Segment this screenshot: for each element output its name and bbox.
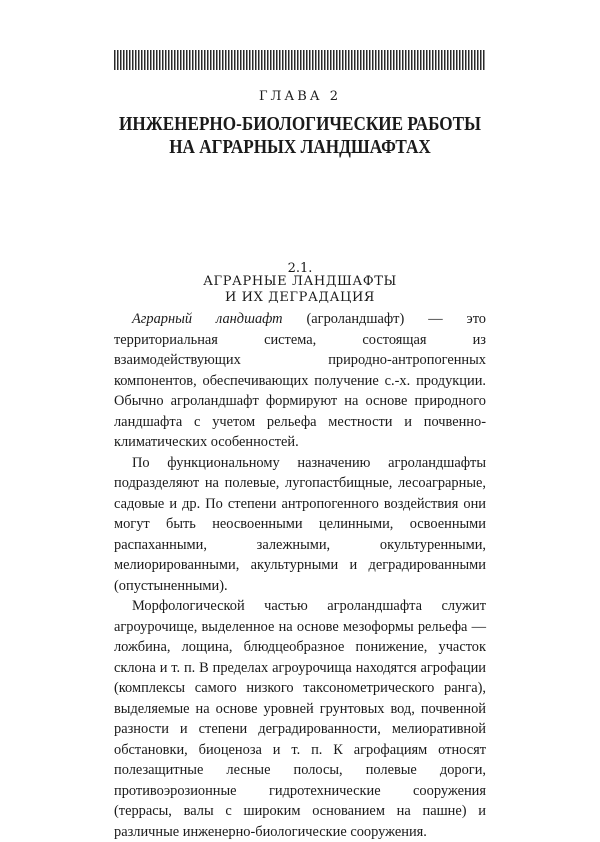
- chapter-title: [36, 113, 564, 159]
- chapter-title-line-1: ИНЖЕНЕРНО-БИОЛОГИЧЕСКИЕ РАБОТЫ: [119, 114, 481, 135]
- chapter-title-line-2: НА АГРАРНЫХ ЛАНДШАФТАХ: [169, 137, 431, 158]
- paragraph: [114, 309, 486, 453]
- chapter-header-band: [114, 50, 485, 70]
- body-text: [114, 309, 486, 842]
- chapter-label: ГЛАВА 2: [258, 89, 342, 104]
- section-title: [0, 274, 600, 306]
- paragraph: По функциональному назначению агроландшафты подразделяют на полевые, лугопастбищные, лесоаграрные, садовые и др. По степени антропогенного воздействия они могут быть неосвоенными целинными, освоенными распаханными, залежными, окультуренными, мелиорированными, акультурными и деградированными (опустыненными).: [114, 454, 486, 594]
- term-italic: Аграрный ландшафт: [132, 311, 283, 327]
- section-number: 2.1.: [287, 261, 313, 276]
- paragraph-text: (агроландшафт) — это территориальная система, состоящая из взаимодействующих природно-антропогенных компонентов, обеспечивающих получение с.-х. продукции. Обычно агроландшафт формируют на основе природного ландшафта с учетом рельефа местности и почвенно-климатических особенностей.: [114, 311, 486, 450]
- paragraph: Морфологической частью агроландшафта служит агроурочище, выделенное на основе мезоформы рельефа — ложбина, лощина, блюдцеобразное понижение, участок склона и т. п. В пределах агроурочища находятся агрофации (комплексы самого низкого таксонометрического ранга), выделяемые на основе уровней грунтовых вод, почвенной разности и степени деградированности, мелиоративной обстановки, биоценоза и т. п. К агрофациям относят полезащитные лесные полосы, полевые дороги, противоэрозионные гидротехнические сооружения (террасы, валы с широким основанием на пашне) и различные инженерно-биологические сооружения.: [114, 598, 486, 840]
- section-title-line-1: АГРАРНЫЕ ЛАНДШАФТЫ: [203, 274, 397, 289]
- section-title-line-2: И ИХ ДЕГРАДАЦИЯ: [224, 290, 376, 305]
